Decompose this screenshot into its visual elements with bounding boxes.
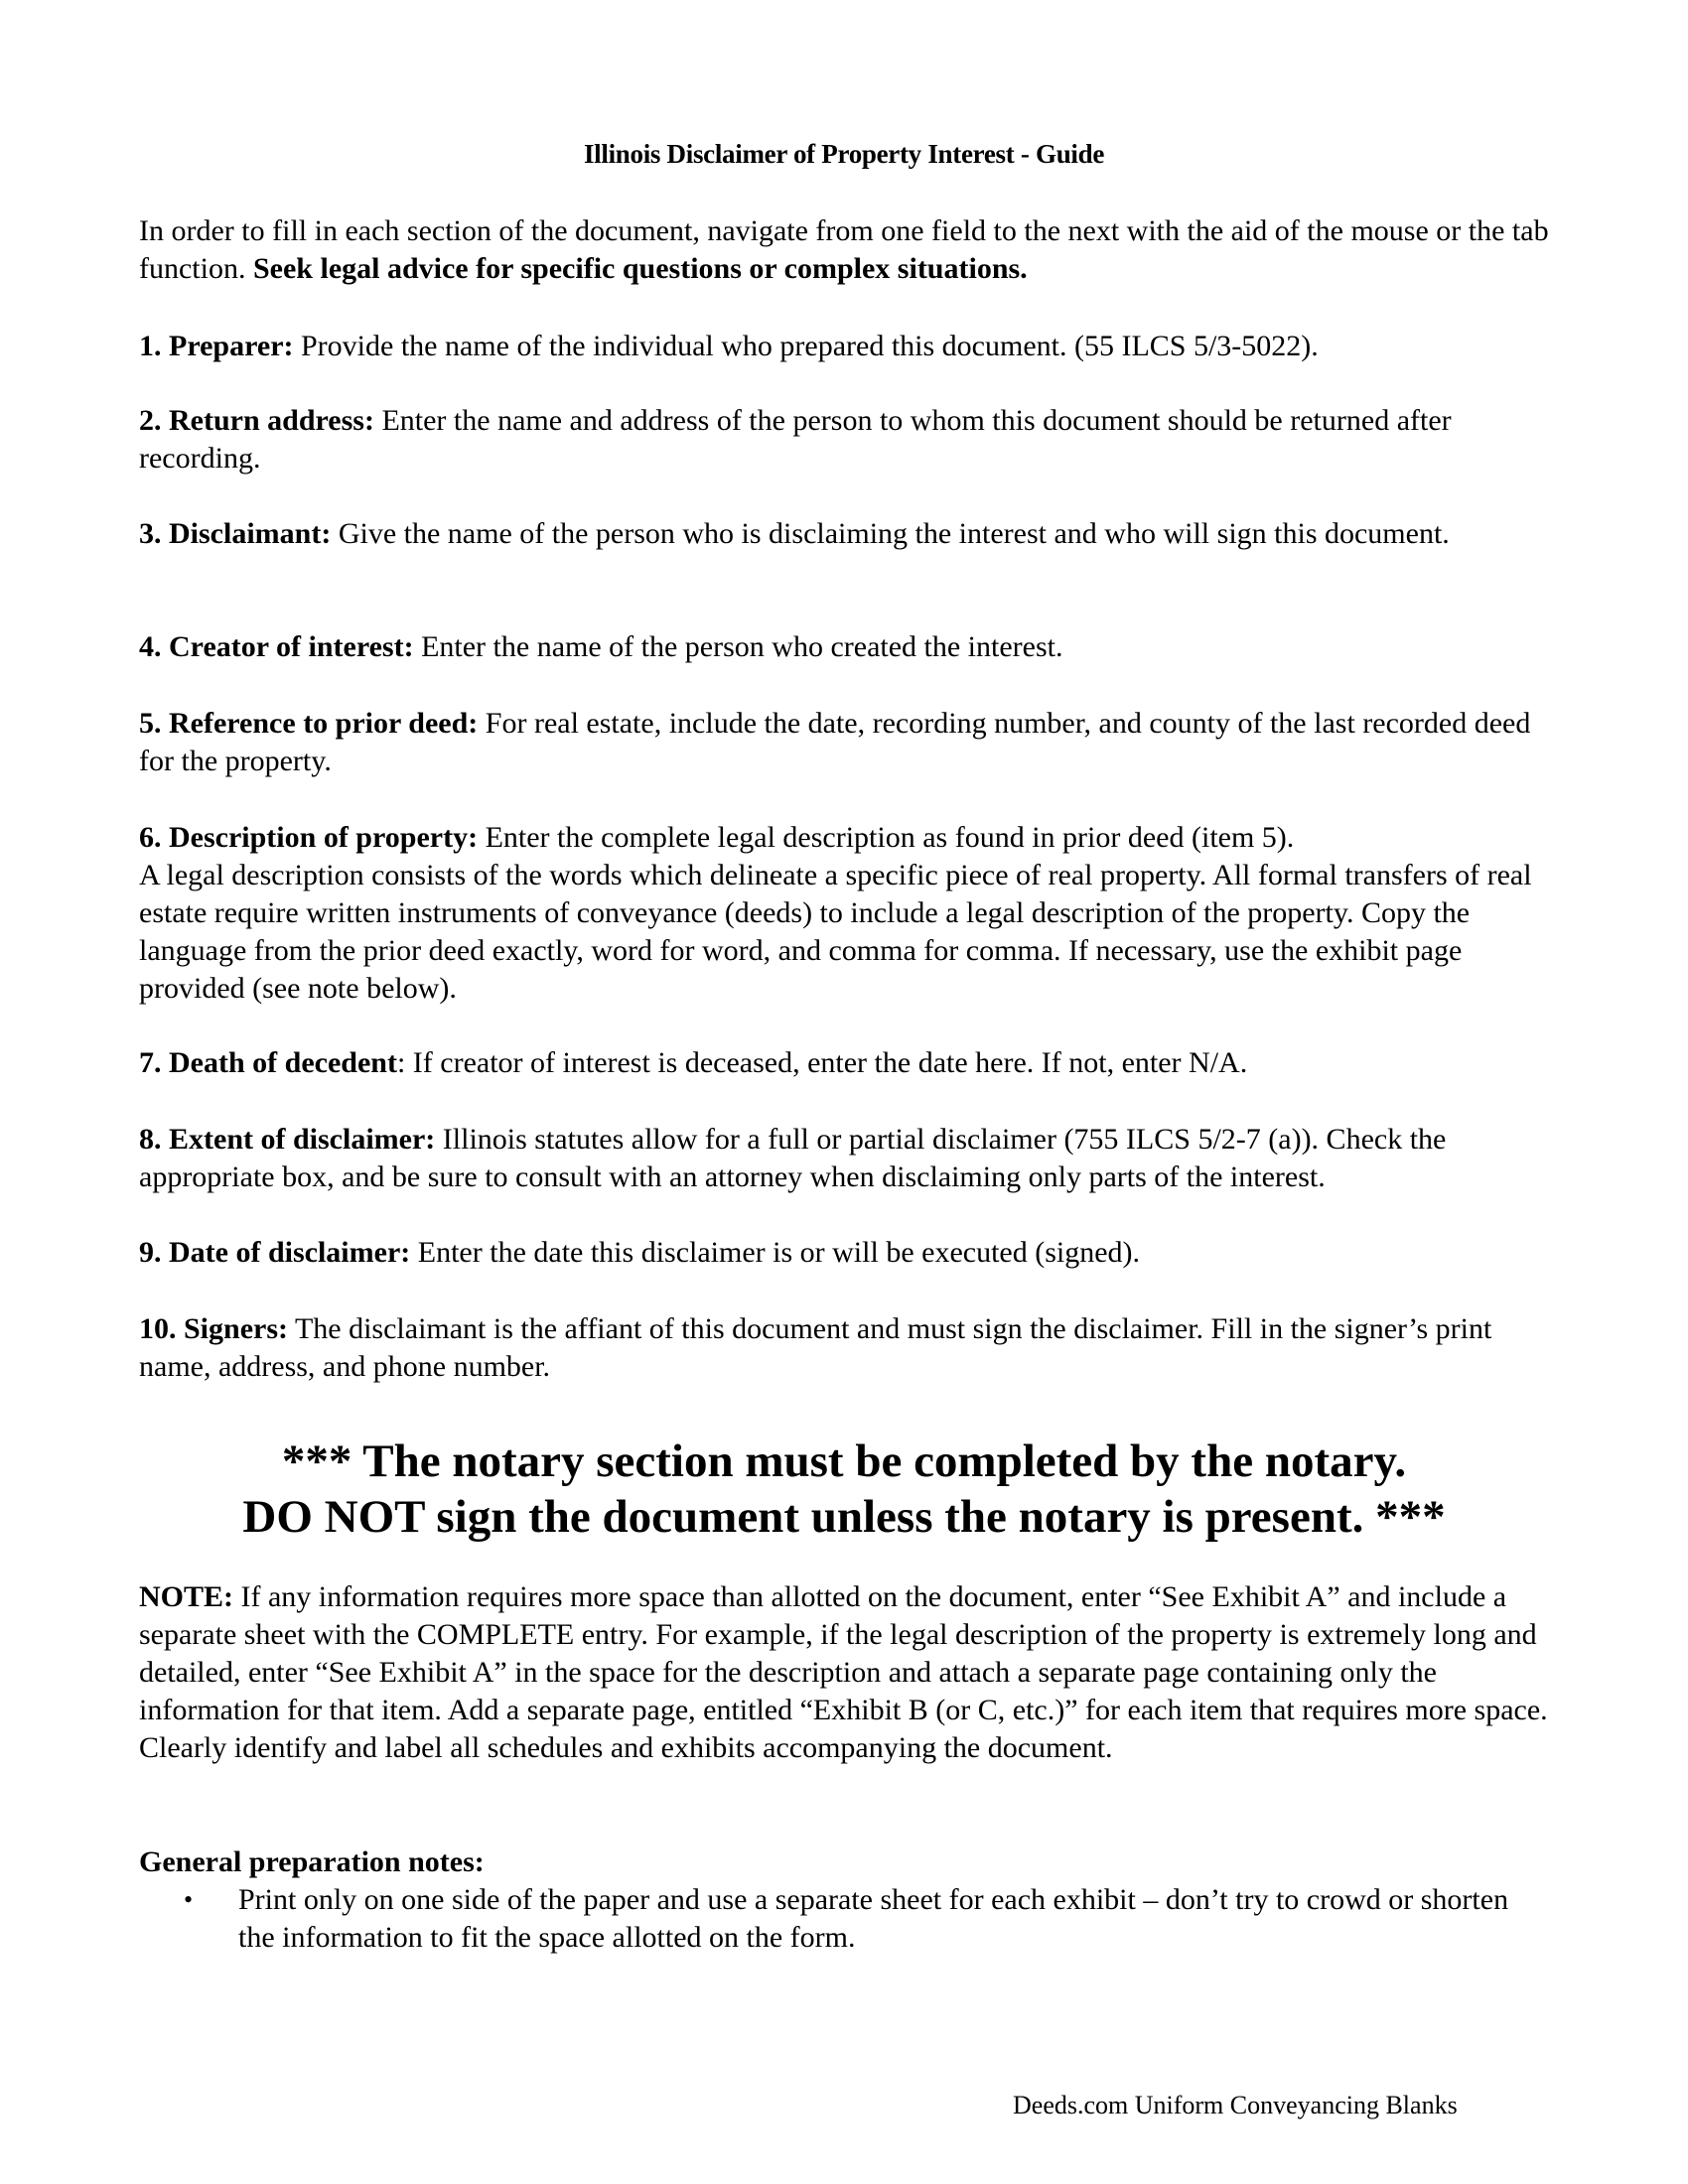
guide-item-preparer [139,328,1549,365]
item-label: 3. Disclaimant: [139,517,332,550]
item-text-continued: A legal description consists of the words which delineate a specific piece of real property. All formal transfers of real estate require written instruments of conveyance (deeds) to include a legal description of the property. Copy the language from the prior deed exactly, word for word, and comma for comma. If necessary, use the exhibit page provided (see note below). [139,859,1532,1005]
item-label: 2. Return address: [139,404,374,437]
guide-item-description-of-property [139,819,1549,1008]
item-text: : If creator of interest is deceased, enter the date here. If not, enter N/A. [396,1046,1248,1079]
item-text: Enter the name and address of the person to whom this document should be returned after recording. [139,404,1452,475]
item-label: 10. Signers: [139,1312,288,1345]
note-text: If any information requires more space than allotted on the document, enter “See Exhibit A” and include a separate sheet with the COMPLETE entry. For example, if the legal description of the property is extremely long and detailed, enter “See Exhibit A” in the space for the description and attach a separate page containing only the information for that item. Add a separate page, entitled “Exhibit B (or C, etc.)” for each item that requires more space. Clearly identify and label all schedules and exhibits accompanying the document. [139,1580,1548,1764]
item-label: 4. Creator of interest: [139,630,414,663]
item-label: 9. Date of disclaimer: [139,1236,411,1269]
footer-text: Deeds.com Uniform Conveyancing Blanks [1013,2091,1458,2119]
bullet-text: Print only on one side of the paper and use a separate sheet for each exhibit – don’t try to crowd or shorten the information to fit the space allotted on the form. [238,1883,1509,1954]
note-label: NOTE: [139,1580,234,1613]
item-text: Enter the complete legal description as found in prior deed (item 5). [478,821,1295,854]
item-label: 6. Description of property: [139,821,479,854]
item-text: The disclaimant is the affiant of this document and must sign the disclaimer. Fill in the signer’s print name, address, and phone number. [139,1312,1492,1383]
item-label: 5. Reference to prior deed: [139,707,479,740]
document-title: Illinois Disclaimer of Property Interest - Guide [583,139,1105,169]
notary-warning-line-2: DO NOT sign the document unless the notary is present. *** [242,1491,1446,1543]
guide-item-disclaimant [139,515,1549,553]
general-notes-heading-text: General preparation notes: [139,1845,485,1878]
notary-warning-line-1: *** The notary section must be completed by the notary. [281,1435,1407,1487]
item-text: Give the name of the person who is disclaiming the interest and who will sign this document. [331,517,1450,550]
item-text: For real estate, include the date, recording number, and county of the last recorded deed for the property. [139,707,1531,777]
guide-item-death-of-decedent [139,1044,1549,1082]
item-text: Illinois statutes allow for a full or partial disclaimer (755 ILCS 5/2-7 (a)). Check the appropriate box, and be sure to consult with an attorney when disclaiming only parts of the interest. [139,1123,1447,1193]
item-text: Enter the date this disclaimer is or will be executed (signed). [410,1236,1141,1269]
note-paragraph [139,1578,1549,1767]
item-text: Enter the name of the person who created the interest. [413,630,1063,663]
general-notes-heading [139,1843,1549,1881]
item-label: 8. Extent of disclaimer: [139,1123,436,1156]
intro-bold-text: Seek legal advice for specific questions or complex situations. [252,252,1028,285]
bullet-icon: • [184,1885,194,1914]
item-label: 7. Death of decedent [139,1046,397,1079]
guide-item-return-address [139,402,1549,478]
guide-item-creator-of-interest [139,628,1549,666]
item-label: 1. Preparer: [139,330,294,362]
item-text: Provide the name of the individual who prepared this document. (55 ILCS 5/3-5022). [293,330,1319,362]
guide-item-reference-prior-deed [139,705,1549,780]
intro-text: In order to fill in each section of the document, navigate from one field to the next with the aid of the mouse or the tab function. [139,214,1549,285]
intro-paragraph [139,212,1549,288]
notary-warning [139,1433,1549,1545]
document-page [139,0,1549,2184]
guide-item-signers [139,1310,1549,1386]
guide-item-extent-of-disclaimer [139,1121,1549,1196]
guide-item-date-of-disclaimer [139,1234,1549,1272]
